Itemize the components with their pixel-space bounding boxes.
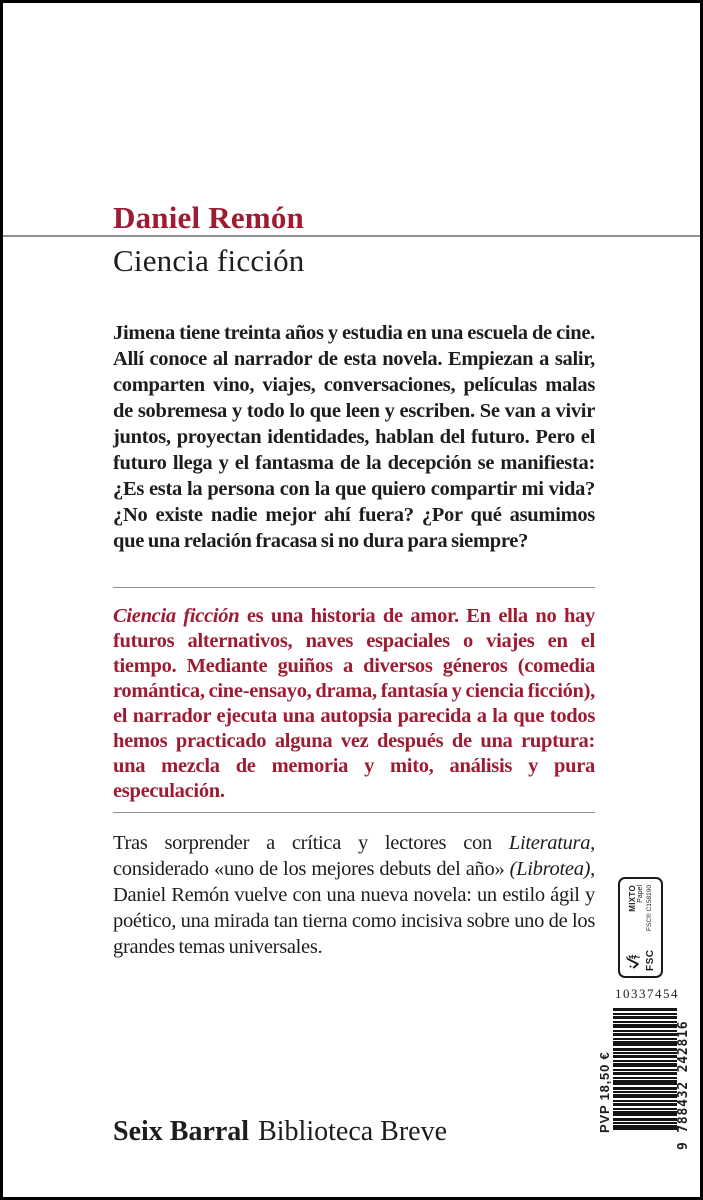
isbn-number: 9 788432 242816 [676,1020,691,1150]
synopsis-paragraph-3 [113,830,595,960]
paragraph-3-italic-librotea: (Librotea), [509,858,595,880]
author-name: Daniel Remón [113,200,304,235]
item-number: 10337454 [615,986,679,1001]
publisher-line [113,1116,447,1148]
divider-rule-2 [113,812,595,813]
price-label: PVP 18,50 € [597,1051,612,1133]
barcode-bars [613,1008,677,1130]
fsc-logo [625,950,656,972]
paragraph-3-text-b: , considerado «uno de los mejores debuts del año» [113,832,595,880]
paragraph-3-text-c: Daniel Remón vuelve con una nueva novela: un estilo ágil y poético, una mirada tan tierna como incisiva sobre uno de los grandes temas universales. [113,884,595,958]
fsc-brand-text: FSC [645,949,656,971]
fsc-certification-label [618,877,663,978]
paragraph-3-italic-literatura: Literatura [508,832,591,854]
author-baseline-rule [0,235,703,237]
paragraph-3-text-a: Tras sorprender a crítica y lectores con [113,832,509,854]
fsc-tree-check-icon [625,952,645,969]
fsc-line-mixto: MIXTO [627,885,637,912]
publisher-collection: Biblioteca Breve [258,1116,448,1147]
synopsis-paragraph-2 [113,604,595,804]
ean-barcode [613,1008,677,1130]
publisher-name: Seix Barral [113,1116,250,1147]
book-title: Ciencia ficción [113,243,305,278]
divider-rule-1 [113,587,595,588]
paragraph-2-italic-title: Ciencia ficción [113,605,240,627]
synopsis-paragraph-1: Jimena tiene treinta años y estudia en una escuela de cine. Allí conoce al narrador de esta novela. Empiezan a salir, comparten vino, viajes, conversaciones, películas malas de sobremesa y todo lo que leen y escriben. Se van a vivir juntos, proyectan identidades, hablan del futuro. Pero el futuro llega y el fantasma de la decepción se manifiesta: ¿Es esta la persona con la que quiero compartir mi vida? ¿No existe nadie mejor ahí fuera? ¿Por qué asumimos que una relación fracasa si no dura para siempre? [113,322,595,552]
paragraph-2-text: es una historia de amor. En ella no hay futuros alternativos, naves espaciales o viajes en el tiempo. Mediante guiños a diversos géneros (comedia romántica, cine-ensayo, drama, fantasía y ciencia ficción), el narrador ejecuta una autopsia parecida a la que todos hemos practicado alguna vez después de una ruptura: una mezcla de memoria y mito, análisis y pura especulación. [113,605,595,802]
fsc-line-papel: Papel [637,885,645,903]
fsc-label-content [620,879,661,976]
fsc-line-cert-code: FSC® C158190 [645,885,653,931]
